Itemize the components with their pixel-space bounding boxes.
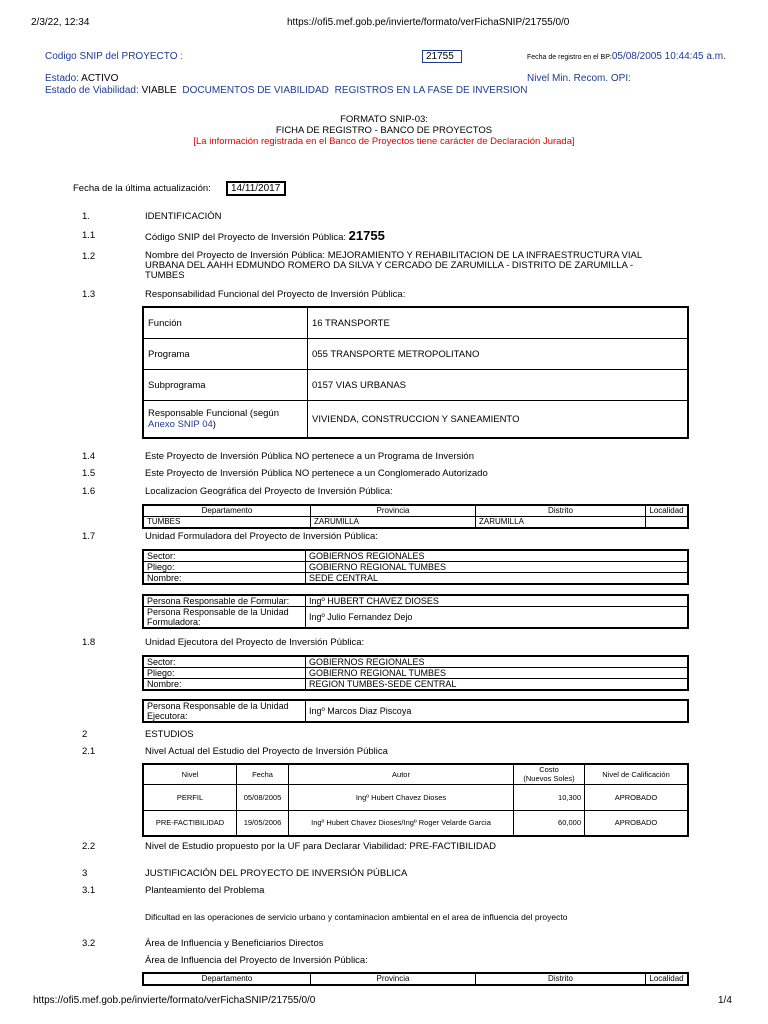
col-costo-line2: (Nuevos Soles) (523, 774, 575, 784)
s2-num: 2 (82, 729, 88, 740)
estudio-nivel: PRE-FACTIBILIDAD (143, 810, 237, 836)
table-header-row (143, 973, 688, 985)
s1-4-text: Este Proyecto de Inversión Pública NO pertenece a un Programa de Inversión (145, 451, 474, 462)
s1-3-num: 1.3 (82, 289, 96, 300)
codigo-value: 21755 (422, 50, 462, 63)
table-row (143, 517, 688, 529)
resp-uf-label-line1: Persona Responsable de la Unidad (147, 607, 289, 617)
s1-6-label: Localizacion Geográfica del Proyecto de Inversión Pública: (145, 486, 393, 497)
s1-7-num: 1.7 (82, 531, 96, 542)
s1-8-label: Unidad Ejecutora del Proyecto de Inversión Pública: (145, 637, 365, 648)
unidad-ejecutora-table (142, 655, 689, 691)
codigo-label: Codigo SNIP del PROYECTO : (45, 51, 184, 62)
responsabilidad-funcional-table (142, 306, 689, 439)
resp-uf-label (143, 607, 306, 629)
table-row (143, 307, 688, 339)
ultima-actualizacion-label: Fecha de la última actualización: (73, 183, 211, 194)
table-row (143, 401, 688, 439)
s2-1-num: 2.1 (82, 746, 96, 757)
funcion-value: 16 TRANSPORTE (308, 307, 689, 339)
table-header-row (143, 505, 688, 517)
s1-title: IDENTIFICACIÓN (145, 211, 222, 222)
cell-distrito: ZARUMILLA (476, 517, 646, 529)
table-row (143, 550, 688, 562)
viabilidad-label: Estado de Viabilidad: (45, 85, 139, 96)
s2-2-text: Nivel de Estudio propuesto por la UF para Declarar Viabilidad: PRE-FACTIBILIDAD (145, 841, 496, 852)
estudios-table (142, 763, 689, 837)
responsable-funcional-value: VIVIENDA, CONSTRUCCION Y SANEAMIENTO (308, 401, 689, 439)
s1-7-label: Unidad Formuladora del Proyecto de Inversión Pública: (145, 531, 378, 542)
s2-2-num: 2.2 (82, 841, 96, 852)
col-fecha: Fecha (237, 764, 289, 784)
ue-nombre-label: Nombre: (143, 679, 306, 691)
table-row (143, 595, 688, 607)
uf-sector-value: GOBIERNOS REGIONALES (306, 550, 689, 562)
s2-1-label: Nivel Actual del Estudio del Proyecto de Inversión Pública (145, 746, 388, 757)
ue-sector-label: Sector: (143, 656, 306, 668)
col-autor: Autor (289, 764, 514, 784)
col-calificacion: Nivel de Calificación (585, 764, 689, 784)
ue-nombre-value: REGION TUMBES-SEDE CENTRAL (306, 679, 689, 691)
s1-6-num: 1.6 (82, 486, 96, 497)
col-departamento: Departamento (143, 505, 311, 517)
estado-label: Estado: (45, 73, 79, 84)
estudio-autor: Ingº Hubert Chavez Dioses/Ingº Roger Velarde Garcia (289, 810, 514, 836)
s1-3-label: Responsabilidad Funcional del Proyecto de Inversión Pública: (145, 289, 406, 300)
uf-responsables-table (142, 594, 689, 629)
ue-pliego-label: Pliego: (143, 668, 306, 679)
s1-2-line3: TUMBES (145, 270, 185, 281)
s1-2-line1: Nombre del Proyecto de Inversión Pública: MEJORAMIENTO Y REHABILITACION DE LA INFRAESTRUCTURA VIAL (145, 250, 643, 261)
title-line2: FICHA DE REGISTRO - BANCO DE PROYECTOS (275, 125, 493, 136)
s3-1-label: Planteamiento del Problema (145, 885, 265, 896)
ue-responsable-table (142, 699, 689, 723)
subprograma-label: Subprograma (143, 370, 308, 401)
col-provincia: Provincia (311, 505, 476, 517)
col-costo (514, 764, 585, 784)
resp-uf-value: Ingº Julio Fernandez Dejo (306, 607, 689, 629)
table-row (143, 656, 688, 668)
ue-pliego-value: GOBIERNO REGIONAL TUMBES (306, 668, 689, 679)
programa-label: Programa (143, 339, 308, 370)
col-departamento: Departamento (143, 973, 311, 985)
estudio-calificacion: APROBADO (585, 810, 689, 836)
estudio-fecha: 05/08/2005 (237, 784, 289, 810)
anexo-close: ) (212, 419, 216, 430)
table-row (143, 339, 688, 370)
documentos-viabilidad-link[interactable]: DOCUMENTOS DE VIABILIDAD (182, 85, 329, 96)
registros-inversion-link[interactable]: REGISTROS EN LA FASE DE INVERSION (334, 85, 528, 96)
resp-uf-label-line2: Formuladora: (147, 617, 201, 627)
col-nivel: Nivel (143, 764, 237, 784)
s3-title: JUSTIFICACIÓN DEL PROYECTO DE INVERSIÓN PÚBLICA (145, 868, 408, 879)
col-costo-line1: Costo (539, 765, 559, 775)
table-row (143, 668, 688, 679)
uf-pliego-value: GOBIERNO REGIONAL TUMBES (306, 562, 689, 573)
s1-2-line2: URBANA DEL AAHH EDMUNDO ROMERO DA SILVA Y CERCADO DE ZARUMILLA - DISTRITO DE ZARUMILLA - (145, 260, 634, 271)
s1-1-value: 21755 (348, 228, 385, 243)
resp-formular-label: Persona Responsable de Formular: (143, 595, 306, 607)
s1-1-label: Código SNIP del Proyecto de Inversión Pública: (145, 232, 347, 243)
s1-5-text: Este Proyecto de Inversión Pública NO pertenece a un Conglomerado Autorizado (145, 468, 488, 479)
unidad-formuladora-table (142, 549, 689, 585)
ue-resp-value: Ingº Marcos Diaz Piscoya (306, 700, 689, 722)
table-row (143, 607, 688, 629)
anexo-snip-link[interactable]: Anexo SNIP 04 (148, 419, 213, 430)
ue-resp-label (143, 700, 306, 722)
title-line1: FORMATO SNIP-03: (340, 114, 428, 125)
print-datetime: 2/3/22, 12:34 (31, 17, 90, 28)
table-row (143, 370, 688, 401)
s3-2-label: Área de Influencia y Beneficiarios Directos (145, 938, 324, 949)
estudio-costo: 10,300 (514, 784, 585, 810)
table-row (143, 784, 688, 810)
ue-sector-value: GOBIERNOS REGIONALES (306, 656, 689, 668)
programa-value: 055 TRANSPORTE METROPOLITANO (308, 339, 689, 370)
col-localidad: Localidad (646, 505, 689, 517)
s3-1-text: Dificultad en las operaciones de servicio urbano y contaminacion ambiental en el area de influencia del proyecto (145, 912, 568, 922)
footer-url: https://ofi5.mef.gob.pe/invierte/formato/verFichaSNIP/21755/0/0 (33, 995, 316, 1006)
fecha-registro-value: 05/08/2005 10:44:45 a.m. (611, 51, 726, 62)
uf-nombre-value: SEDE CENTRAL (306, 573, 689, 585)
estudio-nivel: PERFIL (143, 784, 237, 810)
s1-num: 1. (82, 211, 90, 222)
table-row (143, 700, 688, 722)
estudio-costo: 60,000 (514, 810, 585, 836)
col-provincia: Provincia (311, 973, 476, 985)
cell-provincia: ZARUMILLA (311, 517, 476, 529)
estudio-calificacion: APROBADO (585, 784, 689, 810)
uf-sector-label: Sector: (143, 550, 306, 562)
localizacion-table (142, 504, 689, 529)
print-url: https://ofi5.mef.gob.pe/invierte/formato/verFichaSNIP/21755/0/0 (287, 17, 570, 28)
responsable-label-text: Responsable Funcional (según (148, 408, 279, 419)
s1-1-num: 1.1 (82, 230, 96, 241)
subprograma-value: 0157 VIAS URBANAS (308, 370, 689, 401)
col-localidad: Localidad (646, 973, 689, 985)
ue-resp-label-line2: Ejecutora: (147, 711, 188, 721)
s1-2-num: 1.2 (82, 251, 96, 262)
cell-departamento: TUMBES (143, 517, 311, 529)
table-row (143, 562, 688, 573)
s3-1-num: 3.1 (82, 885, 96, 896)
col-distrito: Distrito (476, 973, 646, 985)
s3-2-num: 3.2 (82, 938, 96, 949)
table-row (143, 679, 688, 691)
uf-pliego-label: Pliego: (143, 562, 306, 573)
resp-formular-value: Ingº HUBERT CHAVEZ DIOSES (306, 595, 689, 607)
estudio-autor: Ingº Hubert Chavez Dioses (289, 784, 514, 810)
s1-5-num: 1.5 (82, 468, 96, 479)
title-line3: [La información registrada en el Banco de Proyectos tiene carácter de Declaración Jurada] (193, 136, 575, 147)
area-influencia-table (142, 972, 689, 986)
ultima-actualizacion-value: 14/11/2017 (226, 181, 286, 196)
s1-4-num: 1.4 (82, 451, 96, 462)
uf-nombre-label: Nombre: (143, 573, 306, 585)
footer-page: 1/4 (718, 995, 732, 1006)
s1-8-num: 1.8 (82, 637, 96, 648)
s2-title: ESTUDIOS (145, 729, 194, 740)
ue-resp-label-line1: Persona Responsable de la Unidad (147, 701, 289, 711)
responsable-funcional-label (143, 401, 308, 439)
s3-num: 3 (82, 868, 88, 879)
cell-localidad (646, 517, 689, 529)
s3-2-sub: Área de Influencia del Proyecto de Inversión Pública: (145, 955, 368, 966)
funcion-label: Función (143, 307, 308, 339)
fecha-registro-label: Fecha de registro en el BP: (527, 54, 612, 61)
table-row (143, 810, 688, 836)
table-row (143, 573, 688, 585)
col-distrito: Distrito (476, 505, 646, 517)
nivel-min-label: Nivel Min. Recom. OPI: (527, 73, 631, 84)
estado-value: ACTIVO (81, 73, 119, 84)
table-header-row (143, 764, 688, 784)
viabilidad-value: VIABLE (141, 85, 177, 96)
estudio-fecha: 19/05/2006 (237, 810, 289, 836)
